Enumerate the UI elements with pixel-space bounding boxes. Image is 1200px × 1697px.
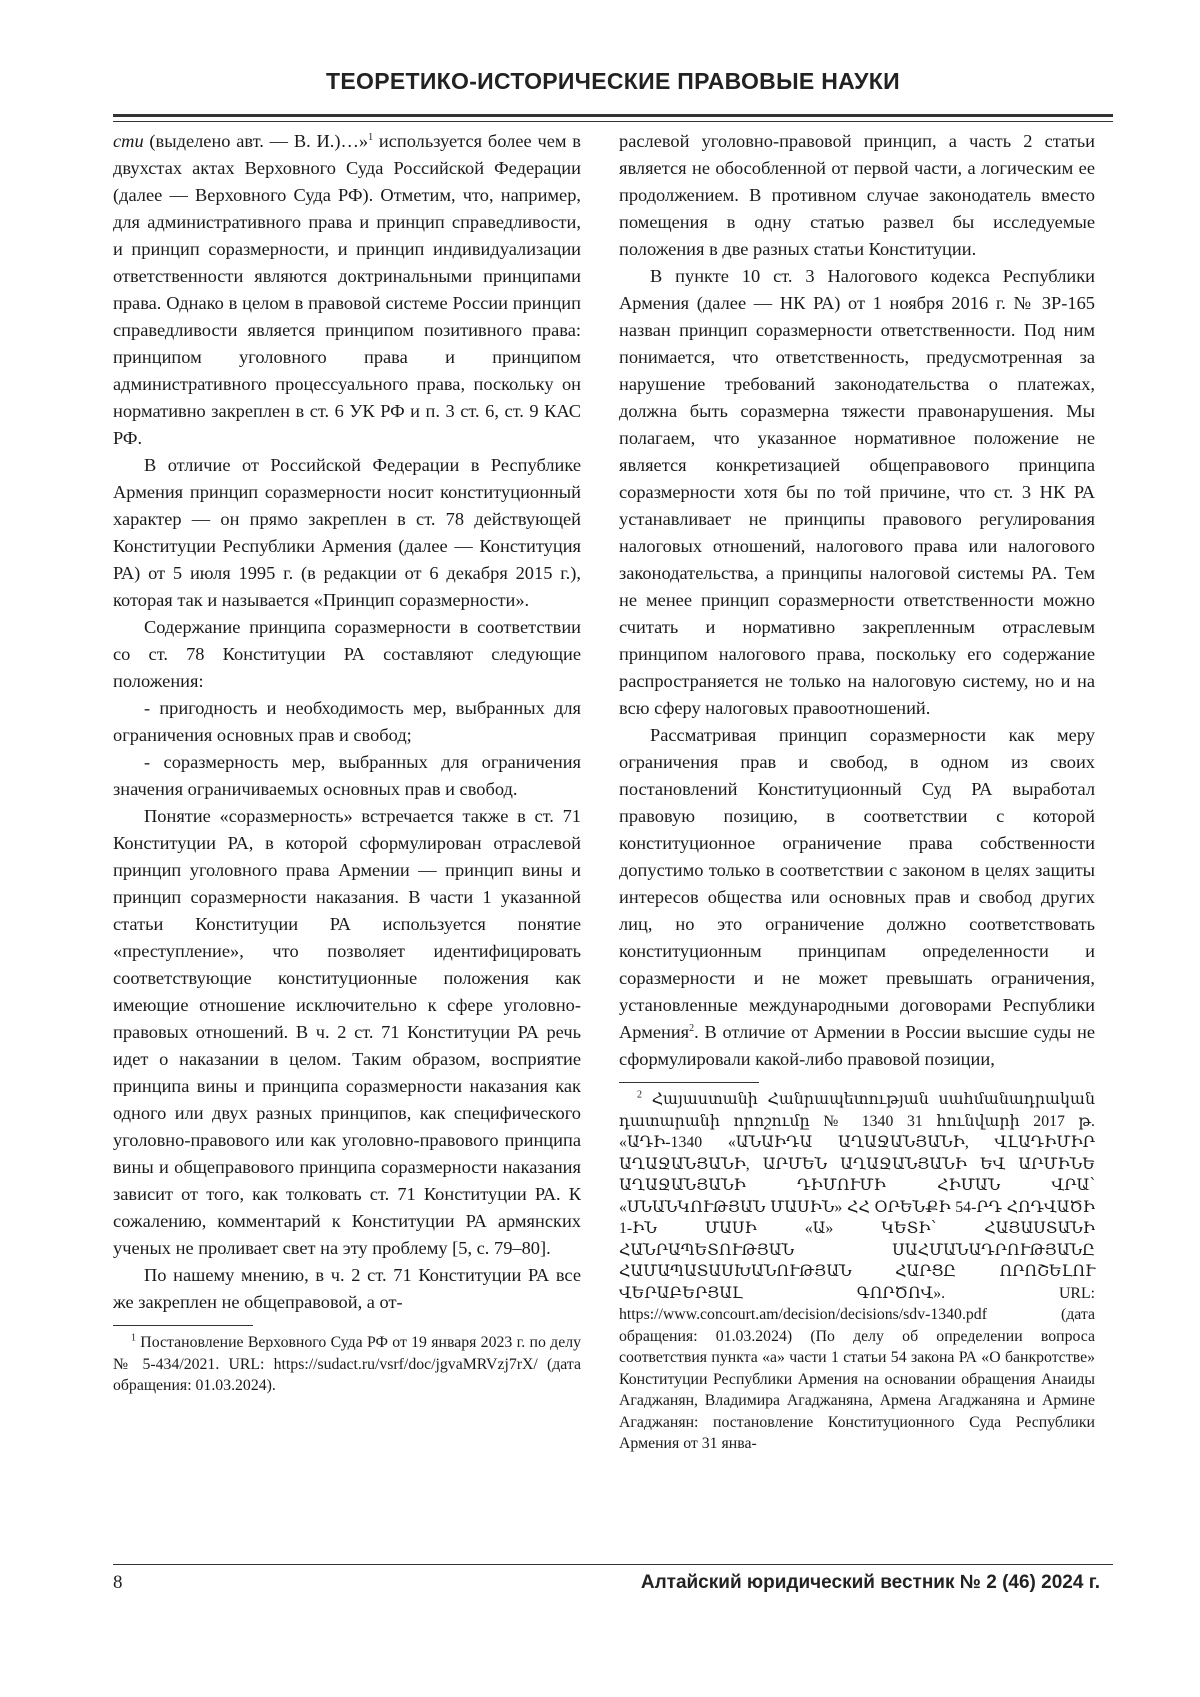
- text-fragment: Рассматривая принцип соразмерности как меру ограничения прав и свобод, в одном из своих постановлений Конституционный Суд РА выработал правовую позицию, в соответствии с которой конституционное ограничение права собственности допустимо только в соответствии с законом в целях защиты интересов общества или основных прав и свобод других лиц, но это ограничение должно соответствовать конституционным принципам определенности и соразмерности и не может превышать ограничения, установленные международными договорами Республики Армения: [619, 725, 1095, 1042]
- text-fragment: используется более чем в двухстах актах Верховного Суда Российской Федерации (далее — Верховного Суда РФ). Отметим, что, например, для административного права и принцип справедливости, и принцип соразмерности, и принцип индивидуализации ответственности являются доктринальными принципами права. Однако в целом в правовой системе России принцип справедливости является принципом позитивного права: принципом уголовного права и принципом административного процессуального права, поскольку он нормативно закреплен в ст. 6 УК РФ и п. 3 ст. 6, ст. 9 КАС РФ.: [113, 131, 581, 448]
- footnote-rule: [113, 1325, 253, 1326]
- paragraph: В отличие от Российской Федерации в Республике Армения принцип соразмерности носит конституционный характер — он прямо закреплен в ст. 78 действующей Конституции Республики Армения (далее — Конституция РА) от 5 июля 1995 г. (в редакции от 6 декабря 2015 г.), которая так и называется «Принцип соразмерности».: [113, 455, 581, 610]
- footnote-1: [113, 1332, 581, 1397]
- paragraph: Понятие «соразмерность» встречается также в ст. 71 Конституции РА, в которой сформулирован отраслевой принцип уголовного права Армении — принцип вины и принцип соразмерности наказания. В части 1 указанной статьи Конституции РА используется понятие «преступление», что позволяет идентифицировать соответствующие конституционные положения как имеющие отношение исключительно к сфере уголовно-правовых отношений. В ч. 2 ст. 71 Конституции РА речь идет о наказании в целом. Таким образом, восприятие принципа вины и принципа соразмерности наказания как одного или двух разных принципов, как специфического уголовно-правового или как уголовно-правового принципа вины и общеправового принципа соразмерности наказания зависит от того, как толковать ст. 71 Конституции РА. К сожалению, комментарий к Конституции РА армянских ученых не проливает свет на эту проблему [5, с. 79–80].: [113, 806, 581, 1258]
- paragraph: раслевой уголовно-правовой принцип, а часть 2 статьи является не обособленной от первой части, а логическим ее продолжением. В противном случае законодатель вместо помещения в одну статью развел бы исследуемые положения в две разных статьи Конституции.: [619, 131, 1095, 259]
- paragraph: [619, 722, 1095, 1073]
- footnote-text: Постановление Верховного Суда РФ от 19 января 2023 г. по делу № 5-434/2021. URL: https://sudact.ru/vsrf/doc/jgvaMRVzj7rX/ (дата обращения: 01.03.2024).: [113, 1334, 581, 1394]
- footer-rule: [113, 1564, 1113, 1565]
- footnote-ref-1[interactable]: 1: [368, 131, 374, 143]
- footnote-mark: 2: [637, 1089, 642, 1101]
- footnote-mark: 1: [131, 1332, 136, 1344]
- paragraph: [113, 128, 581, 452]
- list-item: - пригодность и необходимость мер, выбранных для ограничения основных прав и свобод;: [113, 698, 581, 745]
- list-item: - соразмерность мер, выбранных для ограничения значения ограничиваемых основных прав и свобод.: [113, 752, 581, 799]
- footnote-text: Հայաստանի Հանրապետության սահմանադրական դատարանի որոշումը № 1340 31 հունվարի 2017 թ. «ԱԴԻ-1340 «ԱՆԱԻԴԱ ԱՂԱՋԱՆՅԱՆԻ, ՎԼԱԴԻՄԻՐ ԱՂԱՋԱՆՅԱՆԻ, ԱՐՄԵՆ ԱՂԱՋԱՆՅԱՆԻ ԵՎ ԱՐՄԻՆԵ ԱՂԱՋԱՆՅԱՆԻ ԴԻՄՈՒՄԻ ՀԻՄԱՆ ՎՐԱ՝ «ՍՆԱՆԿՈՒԹՅԱՆ ՄԱՍԻՆ» ՀՀ ՕՐԵՆՔԻ 54-ՐԴ ՀՈԴՎԱԾԻ 1-ԻՆ ՄԱՍԻ «Ա» ԿԵՏԻ՝ ՀԱՅԱՍՏԱՆԻ ՀԱՆՐԱՊԵՏՈՒԹՅԱՆ ՍԱՀՄԱՆԱԴՐՈՒԹՅԱՆԸ ՀԱՄԱՊԱՏԱՍԽԱՆՈՒԹՅԱՆ ՀԱՐՑԸ ՈՐՈՇԵԼՈՒ ՎԵՐԱԲԵՐՅԱԼ ԳՈՐԾՈՎ». URL: https://www.concourt.am/decision/decisions/sdv-1340.pdf (дата обращения: 01.03.2024) (По делу об определении вопроса соответствия пункта «а» части 1 статьи 54 закона РА «О банкротстве» Конституции Республики Армения на основании обращения Анаиды Агаджанян, Владимира Агаджаняна, Армена Агаджаняна и Армине Агаджанян: постановление Конституционного Суда Республики Армения от 31 янва-: [619, 1091, 1095, 1452]
- header-rule-thin: [113, 121, 1113, 122]
- footnote-ref-2[interactable]: 2: [689, 1022, 695, 1034]
- paragraph: По нашему мнению, в ч. 2 ст. 71 Конституции РА все же закреплен не общеправовой, а от-: [113, 1265, 581, 1312]
- right-column: [619, 128, 1095, 1455]
- italic-fragment: сти: [113, 131, 144, 151]
- text-fragment: (выделено авт. — В. И.)…»: [143, 131, 369, 151]
- running-header: ТЕОРЕТИКО-ИСТОРИЧЕСКИЕ ПРАВОВЫЕ НАУКИ: [326, 68, 900, 94]
- left-column: [113, 128, 581, 1397]
- paragraph: В пункте 10 ст. 3 Налогового кодекса Республики Армения (далее — НК РА) от 1 ноября 2016 г. № ЗР-165 назван принцип соразмерности ответственности. Под ним понимается, что ответственность, предусмотренная за нарушение требований законодательства о платежах, должна быть соразмерна тяжести правонарушения. Мы полагаем, что указанное нормативное положение не является конкретизацией общеправового принципа соразмерности хотя бы по той причине, что ст. 3 НК РА устанавливает не принципы правового регулирования налоговых отношений, налогового права или налогового законодательства, а принципы налоговой системы РА. Тем не менее принцип соразмерности ответственности можно считать и нормативно закрепленным отраслевым принципом налогового права, поскольку его содержание распространяется не только на налоговую систему, но и на всю сферу налоговых правоотношений.: [619, 266, 1095, 718]
- footnote-2: [619, 1089, 1095, 1455]
- page-number: 8: [113, 1572, 123, 1593]
- text-fragment: . В отличие от Армении в России высшие суды не сформулировали какой-либо правовой позиции,: [619, 1022, 1095, 1069]
- header-rule-thick: [113, 114, 1113, 117]
- footnote-rule: [619, 1082, 759, 1083]
- journal-title: Алтайский юридический вестник № 2 (46) 2024 г.: [640, 1572, 1100, 1593]
- paragraph: Содержание принципа соразмерности в соответствии со ст. 78 Конституции РА составляют следующие положения:: [113, 617, 581, 691]
